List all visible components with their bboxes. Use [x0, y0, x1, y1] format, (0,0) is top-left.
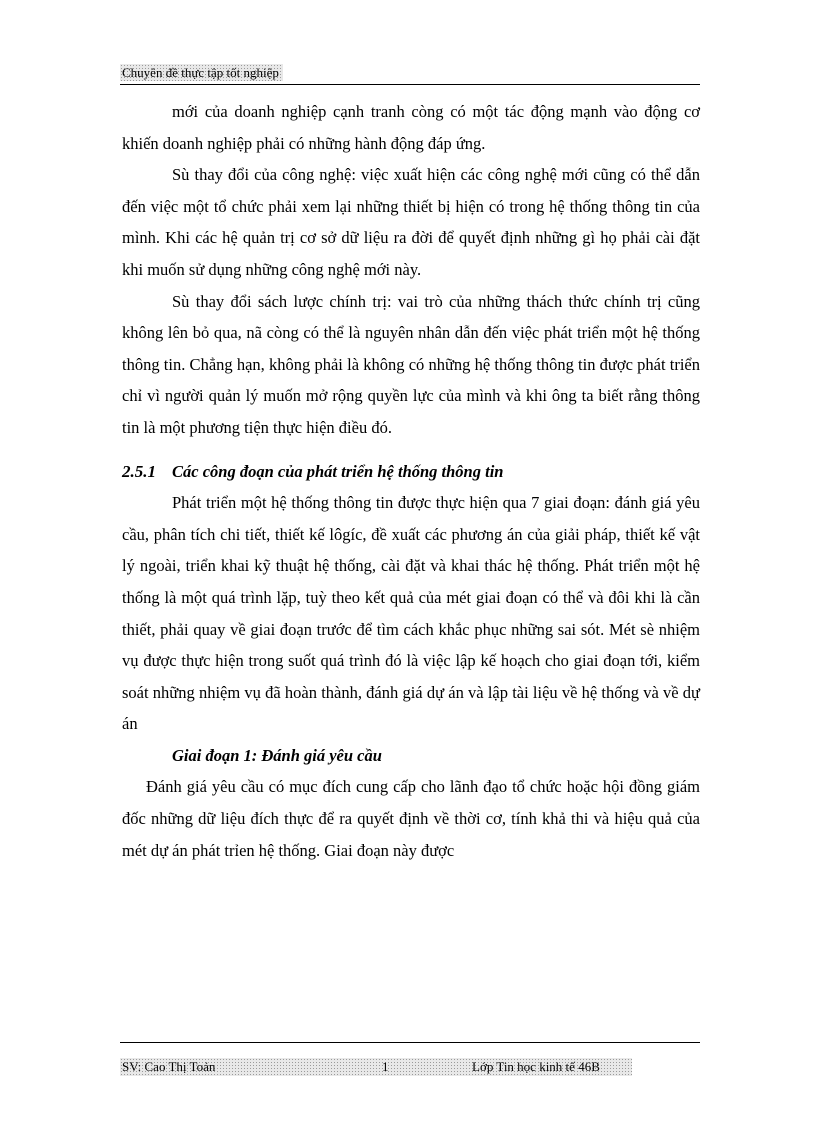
footer-student: SV: Cao Thị Toản — [122, 1059, 216, 1074]
paragraph: Phát triển một hệ thống thông tin được thực hiện qua 7 giai đoạn: đánh giá yêu cầu, phân tích chi tiết, thiết kế lôgíc, đề xuất các phương án của giải pháp, thiết kế vật lý ngoài, triển khai kỹ thuật hệ thống, cài đặt và khai thác hệ thống. Phát triển một hệ thống là một quá trình lặp, tuỳ theo kết quả của mét giai đoạn có thể và đôi khi là cần thiết, phải quay về giai đoạn trước để tìm cách khắc phục những sai sót. Mét sè nhiệm vụ được thực hiện trong suốt quá trình đó là việc lập kế hoạch cho giai đoạn tới, kiểm soát những nhiệm vụ đã hoàn thành, đánh giá dự án và lập tài liệu về hệ thống và về dự án — [122, 493, 700, 734]
header-title: Chuyên đề thực tập tốt nghiệp — [120, 64, 283, 81]
footer-divider — [120, 1042, 700, 1043]
paragraph: Sù thay đổi sách lược chính trị: vai trò của những thách thức chính trị cũng không lên bỏ qua, nã còng có thể là nguyên nhân dẫn đến việc phát triển một hệ thống thông tin. Chẳng hạn, không phải là không có những hệ thống thông tin được phát triển chỉ vì người quản lý muốn mở rộng quyền lực của mình và khi ông ta biết rằng thông tin là một phương tiện thực hiện điều đó. — [122, 291, 700, 437]
spacer — [122, 444, 700, 456]
page-header — [120, 64, 700, 85]
footer-class: Lớp Tin học kinh tế 46B — [472, 1059, 600, 1074]
section-heading — [122, 456, 700, 488]
paragraph: Sù thay đổi của công nghệ: việc xuất hiện các công nghệ mới cũng có thể dẫn đến việc một tổ chức phải xem lại những thiết bị hiện có trong hệ thống thông tin của mình. Khi các hệ quản trị cơ sở dữ liệu ra đời để quyết định những gì họ phải cài đặt khi muốn sử dụng những công nghệ mới này. — [122, 165, 700, 279]
paragraph: mới của doanh nghiệp cạnh tranh còng có một tác động mạnh vào động cơ khiến doanh nghiệp phải có những hành động đáp ứng. — [122, 102, 700, 153]
section-title: Các công đoạn của phát triển hệ thống thông tin — [172, 461, 504, 481]
paragraph: Đánh giá yêu cầu có mục đích cung cấp cho lãnh đạo tổ chức hoặc hội đồng giám đốc những dữ liệu đích thực để ra quyết định về thời cơ, tính khả thi và hiệu quả của mét dự án phát trỉen hệ thống. Giai đoạn này được — [122, 777, 700, 860]
subsection-heading: Giai đoạn 1: Đánh giá yêu cầu — [172, 745, 382, 765]
page-footer — [120, 1058, 632, 1076]
section-number: 2.5.1 — [122, 461, 156, 481]
footer-page-number: 1 — [382, 1059, 389, 1074]
document-body — [122, 96, 700, 866]
